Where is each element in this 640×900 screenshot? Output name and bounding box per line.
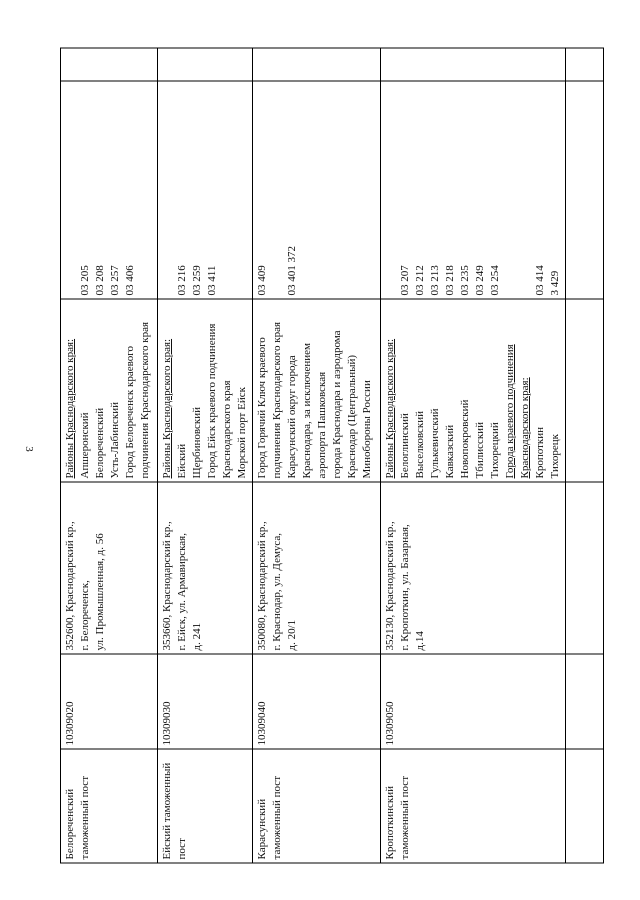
oktmo-cell [61, 81, 158, 299]
oktmo-code: 03 257 [109, 265, 121, 296]
territory-line: Город Горячий Ключ краевого [256, 337, 268, 479]
address-line: 352600, Краснодарский кр., [64, 521, 76, 651]
empty-cell [566, 48, 604, 81]
oktmo-code: 03 212 [414, 265, 426, 296]
territory-line: подчинения Краснодарского края [139, 321, 151, 479]
post-name: Кропоткинский таможенный пост [384, 776, 411, 860]
territory-line: Тихорецк [549, 433, 561, 479]
rotated-page [60, 49, 582, 864]
empty-cell [61, 48, 158, 81]
customs-posts-table [60, 48, 604, 864]
oktmo-cell [253, 81, 381, 299]
address-line: д. 241 [191, 622, 203, 651]
address-cell [381, 482, 566, 654]
empty-cell [158, 48, 253, 81]
oktmo-code [270, 85, 285, 296]
post-name: Ейский таможенный пост [161, 762, 188, 860]
table-row [381, 48, 566, 863]
post-code: 10309030 [161, 701, 173, 746]
oktmo-code: 03 409 [256, 265, 268, 296]
oktmo-code: 03 205 [79, 265, 91, 296]
oktmo-code: 03 207 [399, 265, 411, 296]
territory-line: Город Белореченск краевого [124, 346, 136, 479]
territory-cell [381, 299, 566, 482]
address-line: 352130, Краснодарский кр., [384, 521, 396, 651]
empty-cell [381, 48, 566, 81]
territory-line: города Краснодара и аэродрома [331, 330, 343, 479]
oktmo-code: 03 218 [444, 265, 456, 296]
territory-heading: Районы Краснодарского края: [64, 338, 76, 479]
address-cell [61, 482, 158, 654]
territory-line: Выселковский [414, 410, 426, 479]
address-line: д. 20/1 [286, 619, 298, 651]
oktmo-code: 03 259 [191, 265, 203, 296]
empty-cell [253, 48, 381, 81]
territory-line: Белореченский [94, 407, 106, 479]
post-code-cell [158, 654, 253, 749]
post-code-cell [61, 654, 158, 749]
oktmo-code [503, 85, 518, 296]
address-line: г. Ейск, ул. Армавирская, [176, 533, 188, 651]
empty-cell [566, 81, 604, 299]
address-line: 350080, Краснодарский кр., [256, 521, 268, 651]
territory-line: Тихорецкий [489, 422, 501, 479]
territory-line: Гулькевичский [429, 408, 441, 479]
territory-cell [253, 299, 381, 482]
oktmo-code [518, 85, 533, 296]
territory-line: Краснодар (Центральный) [346, 354, 358, 479]
oktmo-code: 03 254 [489, 265, 501, 296]
address-line: г. Кропоткин, ул. Базарная, [399, 524, 411, 651]
post-name: Карасунский таможенный пост [256, 776, 283, 860]
oktmo-code: 3 429 [549, 270, 561, 296]
oktmo-code [63, 85, 78, 296]
post-name: Белореченский таможенный пост [64, 776, 91, 860]
oktmo-cell [381, 81, 566, 299]
territory-cell [158, 299, 253, 482]
post-code: 10309050 [384, 701, 396, 746]
empty-cell [566, 654, 604, 749]
post-code-cell [253, 654, 381, 749]
oktmo-code: 03 235 [459, 265, 471, 296]
territory-line: Кропоткин [534, 426, 546, 479]
post-name-cell [158, 749, 253, 863]
territory-heading: Районы Краснодарского края: [161, 338, 173, 479]
post-name-cell [381, 749, 566, 863]
empty-cell [566, 749, 604, 863]
address-line: 353660, Краснодарский кр., [161, 521, 173, 651]
post-name-cell [61, 749, 158, 863]
post-code: 10309040 [256, 701, 268, 746]
post-code-cell [381, 654, 566, 749]
territory-line: Морской порт Ейск [236, 387, 248, 479]
page-number: 3 [22, 446, 35, 452]
oktmo-code: 03 216 [176, 265, 188, 296]
territory-line: аэропорта Пашковская [316, 371, 328, 479]
address-line: г. Краснодар, ул. Демуса, [271, 532, 283, 651]
territory-heading: Города краевого подчинения [504, 344, 516, 479]
oktmo-code: 03 208 [94, 265, 106, 296]
post-name-cell [253, 749, 381, 863]
address-cell [253, 482, 381, 654]
table-row [566, 48, 604, 863]
territory-line: Новопокровский [459, 399, 471, 479]
post-code: 10309020 [64, 701, 76, 746]
table-row [61, 48, 158, 863]
territory-line: Белоглинский [399, 413, 411, 479]
oktmo-code: 03 249 [474, 265, 486, 296]
territory-line: Краснодарского края [221, 380, 233, 479]
territory-heading: Краснодарского края: [519, 377, 531, 479]
territory-line: Карасунский округ города [286, 355, 298, 479]
address-line: г. Белореченск, [79, 580, 91, 651]
territory-line: Минобороны России [361, 380, 373, 479]
table-row [158, 48, 253, 863]
address-cell [158, 482, 253, 654]
territory-line: Апшеронский [79, 412, 91, 479]
territory-line: Кавказский [444, 424, 456, 479]
oktmo-code [160, 85, 175, 296]
address-line: ул. Промышленная, д. 56 [94, 533, 106, 651]
oktmo-cell [158, 81, 253, 299]
oktmo-code: 03 414 [534, 265, 546, 296]
territory-heading: Районы Краснодарского края: [384, 338, 396, 479]
oktmo-code: 03 406 [124, 265, 136, 296]
territory-line: Краснодара, за исключением [301, 343, 313, 479]
oktmo-code: 03 411 [206, 265, 218, 296]
empty-cell [566, 299, 604, 482]
table-row [253, 48, 381, 863]
oktmo-code [383, 85, 398, 296]
territory-line: Усть-Лабинский [109, 401, 121, 479]
territory-line: Щербиновский [191, 407, 203, 479]
territory-line: подчинения Краснодарского края [271, 321, 283, 479]
territory-cell [61, 299, 158, 482]
territory-line: Тбилисский [474, 422, 486, 479]
address-line: д.14 [414, 631, 426, 651]
territory-line: Город Ейск краевого подчинения [206, 323, 218, 479]
oktmo-code: 03 401 372 [286, 246, 298, 296]
empty-cell [566, 482, 604, 654]
territory-line: Ейский [176, 443, 188, 479]
oktmo-code: 03 213 [429, 265, 441, 296]
